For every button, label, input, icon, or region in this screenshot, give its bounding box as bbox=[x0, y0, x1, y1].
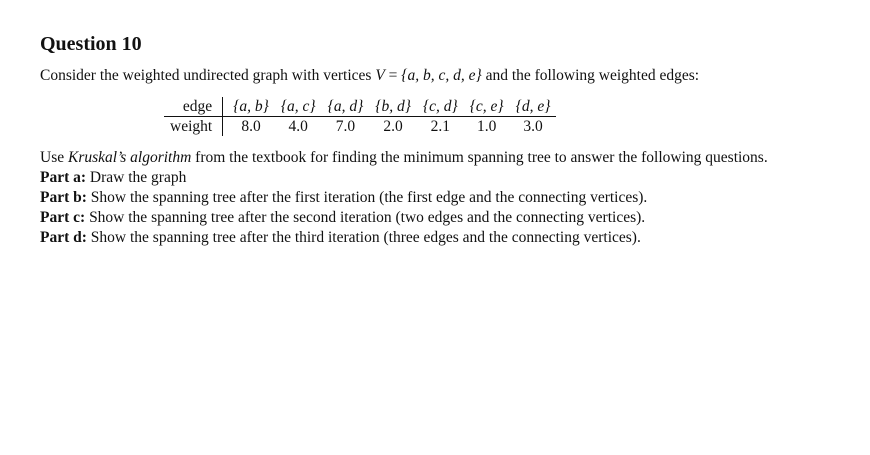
part-d-text: Show the spanning tree after the third iteration (three edges and the connecting vertices). bbox=[86, 229, 641, 246]
instructions-emphasis: Kruskal’s algorithm bbox=[67, 149, 192, 166]
intro-text-before: Consider the weighted undirected graph with vertices bbox=[40, 67, 376, 84]
part-c bbox=[40, 208, 820, 228]
edge-cell: {a, c} bbox=[275, 97, 322, 117]
instructions-text-before: Use bbox=[40, 149, 68, 166]
edge-cell: {a, b} bbox=[223, 97, 275, 117]
edge-weight-table-wrapper bbox=[164, 97, 820, 136]
part-b bbox=[40, 188, 820, 208]
weight-row-header: weight bbox=[164, 117, 223, 137]
edge-cell: {a, d} bbox=[322, 97, 370, 117]
intro-paragraph bbox=[40, 66, 820, 86]
edge-cell: {d, e} bbox=[510, 97, 557, 117]
weight-cell: 4.0 bbox=[288, 118, 308, 135]
weight-cell: 1.0 bbox=[476, 118, 497, 135]
part-b-label: Part b: bbox=[40, 189, 87, 206]
weight-row bbox=[164, 117, 556, 137]
part-b-text: Show the spanning tree after the first iteration (the first edge and the connecting vertices). bbox=[86, 189, 648, 206]
edge-row bbox=[164, 97, 556, 117]
part-d bbox=[40, 228, 820, 248]
instructions-text-after: from the textbook for finding the minimum spanning tree to answer the following questions. bbox=[191, 149, 768, 166]
edge-cell: {c, d} bbox=[417, 97, 464, 117]
weight-cell: 2.0 bbox=[383, 118, 403, 135]
part-a-text: Draw the graph bbox=[86, 169, 187, 186]
part-c-label: Part c: bbox=[40, 209, 86, 226]
part-a-label: Part a: bbox=[40, 169, 87, 186]
math-vertex-symbol: V bbox=[375, 67, 385, 84]
instructions-paragraph bbox=[40, 148, 820, 168]
question-title: Question 10 bbox=[40, 33, 142, 55]
edge-row-header: edge bbox=[164, 97, 223, 117]
edge-cell: {b, d} bbox=[369, 97, 417, 117]
weight-cell: 2.1 bbox=[430, 118, 451, 135]
weight-cell: 8.0 bbox=[241, 118, 261, 135]
part-c-text: Show the spanning tree after the second iteration (two edges and the connecting vertices). bbox=[85, 209, 646, 226]
math-vertex-set: {a, b, c, d, e} bbox=[401, 67, 482, 84]
intro-text-after: and the following weighted edges: bbox=[481, 67, 700, 84]
edge-weight-table bbox=[164, 97, 556, 136]
part-a bbox=[40, 168, 820, 188]
edge-cell: {c, e} bbox=[464, 97, 510, 117]
question-page bbox=[40, 30, 820, 248]
weight-cell: 3.0 bbox=[523, 118, 543, 135]
part-d-label: Part d: bbox=[40, 229, 87, 246]
math-equals: = bbox=[384, 67, 402, 84]
weight-cell: 7.0 bbox=[335, 118, 356, 135]
